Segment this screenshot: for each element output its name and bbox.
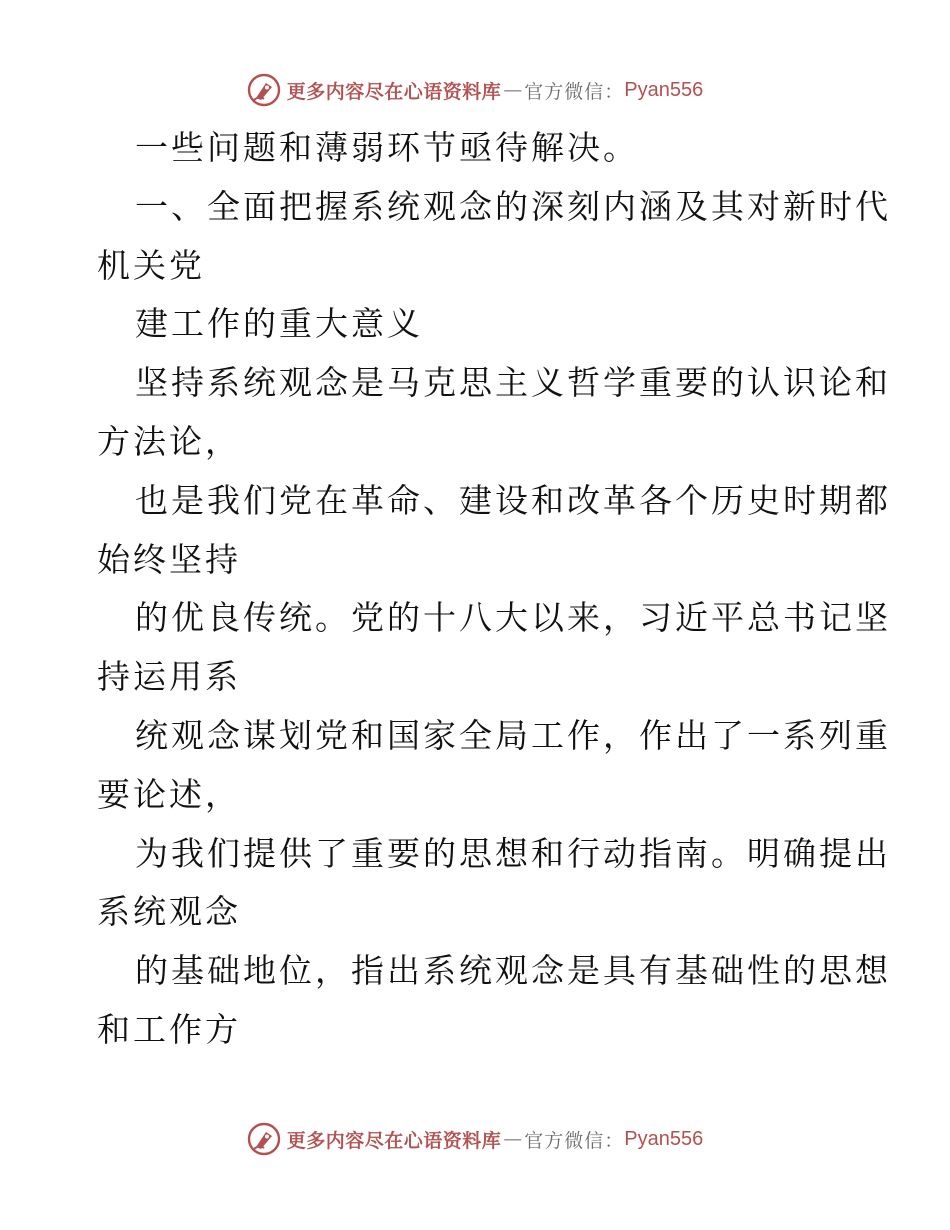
wechat-id: Pyan556 [624, 1127, 704, 1150]
body-line: 也是我们党在革命、建设和改革各个历史时期都 [135, 480, 891, 520]
brand-text: 更多内容尽在心语资料库 [286, 1129, 502, 1152]
body-line: 统观念谋划党和国家全局工作，作出了一系列重 [135, 715, 891, 755]
pen-nib-logo-icon [247, 73, 281, 107]
body-line: 的基础地位，指出系统观念是具有基础性的思想 [135, 951, 891, 991]
body-line: 系统观念 [97, 892, 241, 932]
banner-dash: — [503, 1128, 523, 1150]
body-line: 的优良传统。党的十八大以来，习近平总书记坚 [135, 598, 891, 638]
body-line: 为我们提供了重要的思想和行动指南。明确提出 [135, 833, 891, 873]
header-banner [0, 68, 950, 112]
body-line: 一、全面把握系统观念的深刻内涵及其对新时代 [135, 186, 891, 226]
body-line: 方法论， [97, 421, 241, 461]
body-line: 要论述， [97, 774, 241, 814]
body-line: 始终坚持 [97, 539, 241, 579]
document-body [97, 119, 891, 1060]
body-line: 和工作方 [97, 1009, 241, 1049]
footer-banner [0, 1117, 950, 1161]
body-line: 持运用系 [97, 657, 241, 697]
pen-nib-logo-icon [247, 1122, 281, 1156]
wechat-id: Pyan556 [624, 78, 704, 101]
wechat-label: 官方微信： [524, 1129, 625, 1152]
body-line: 建工作的重大意义 [135, 304, 423, 344]
body-line: 机关党 [97, 245, 205, 285]
body-line: 一些问题和薄弱环节亟待解决。 [135, 128, 639, 167]
banner-dash: — [503, 79, 523, 101]
body-line: 坚持系统观念是马克思主义哲学重要的认识论和 [135, 363, 891, 403]
wechat-label: 官方微信： [524, 80, 625, 103]
brand-text: 更多内容尽在心语资料库 [286, 80, 502, 103]
